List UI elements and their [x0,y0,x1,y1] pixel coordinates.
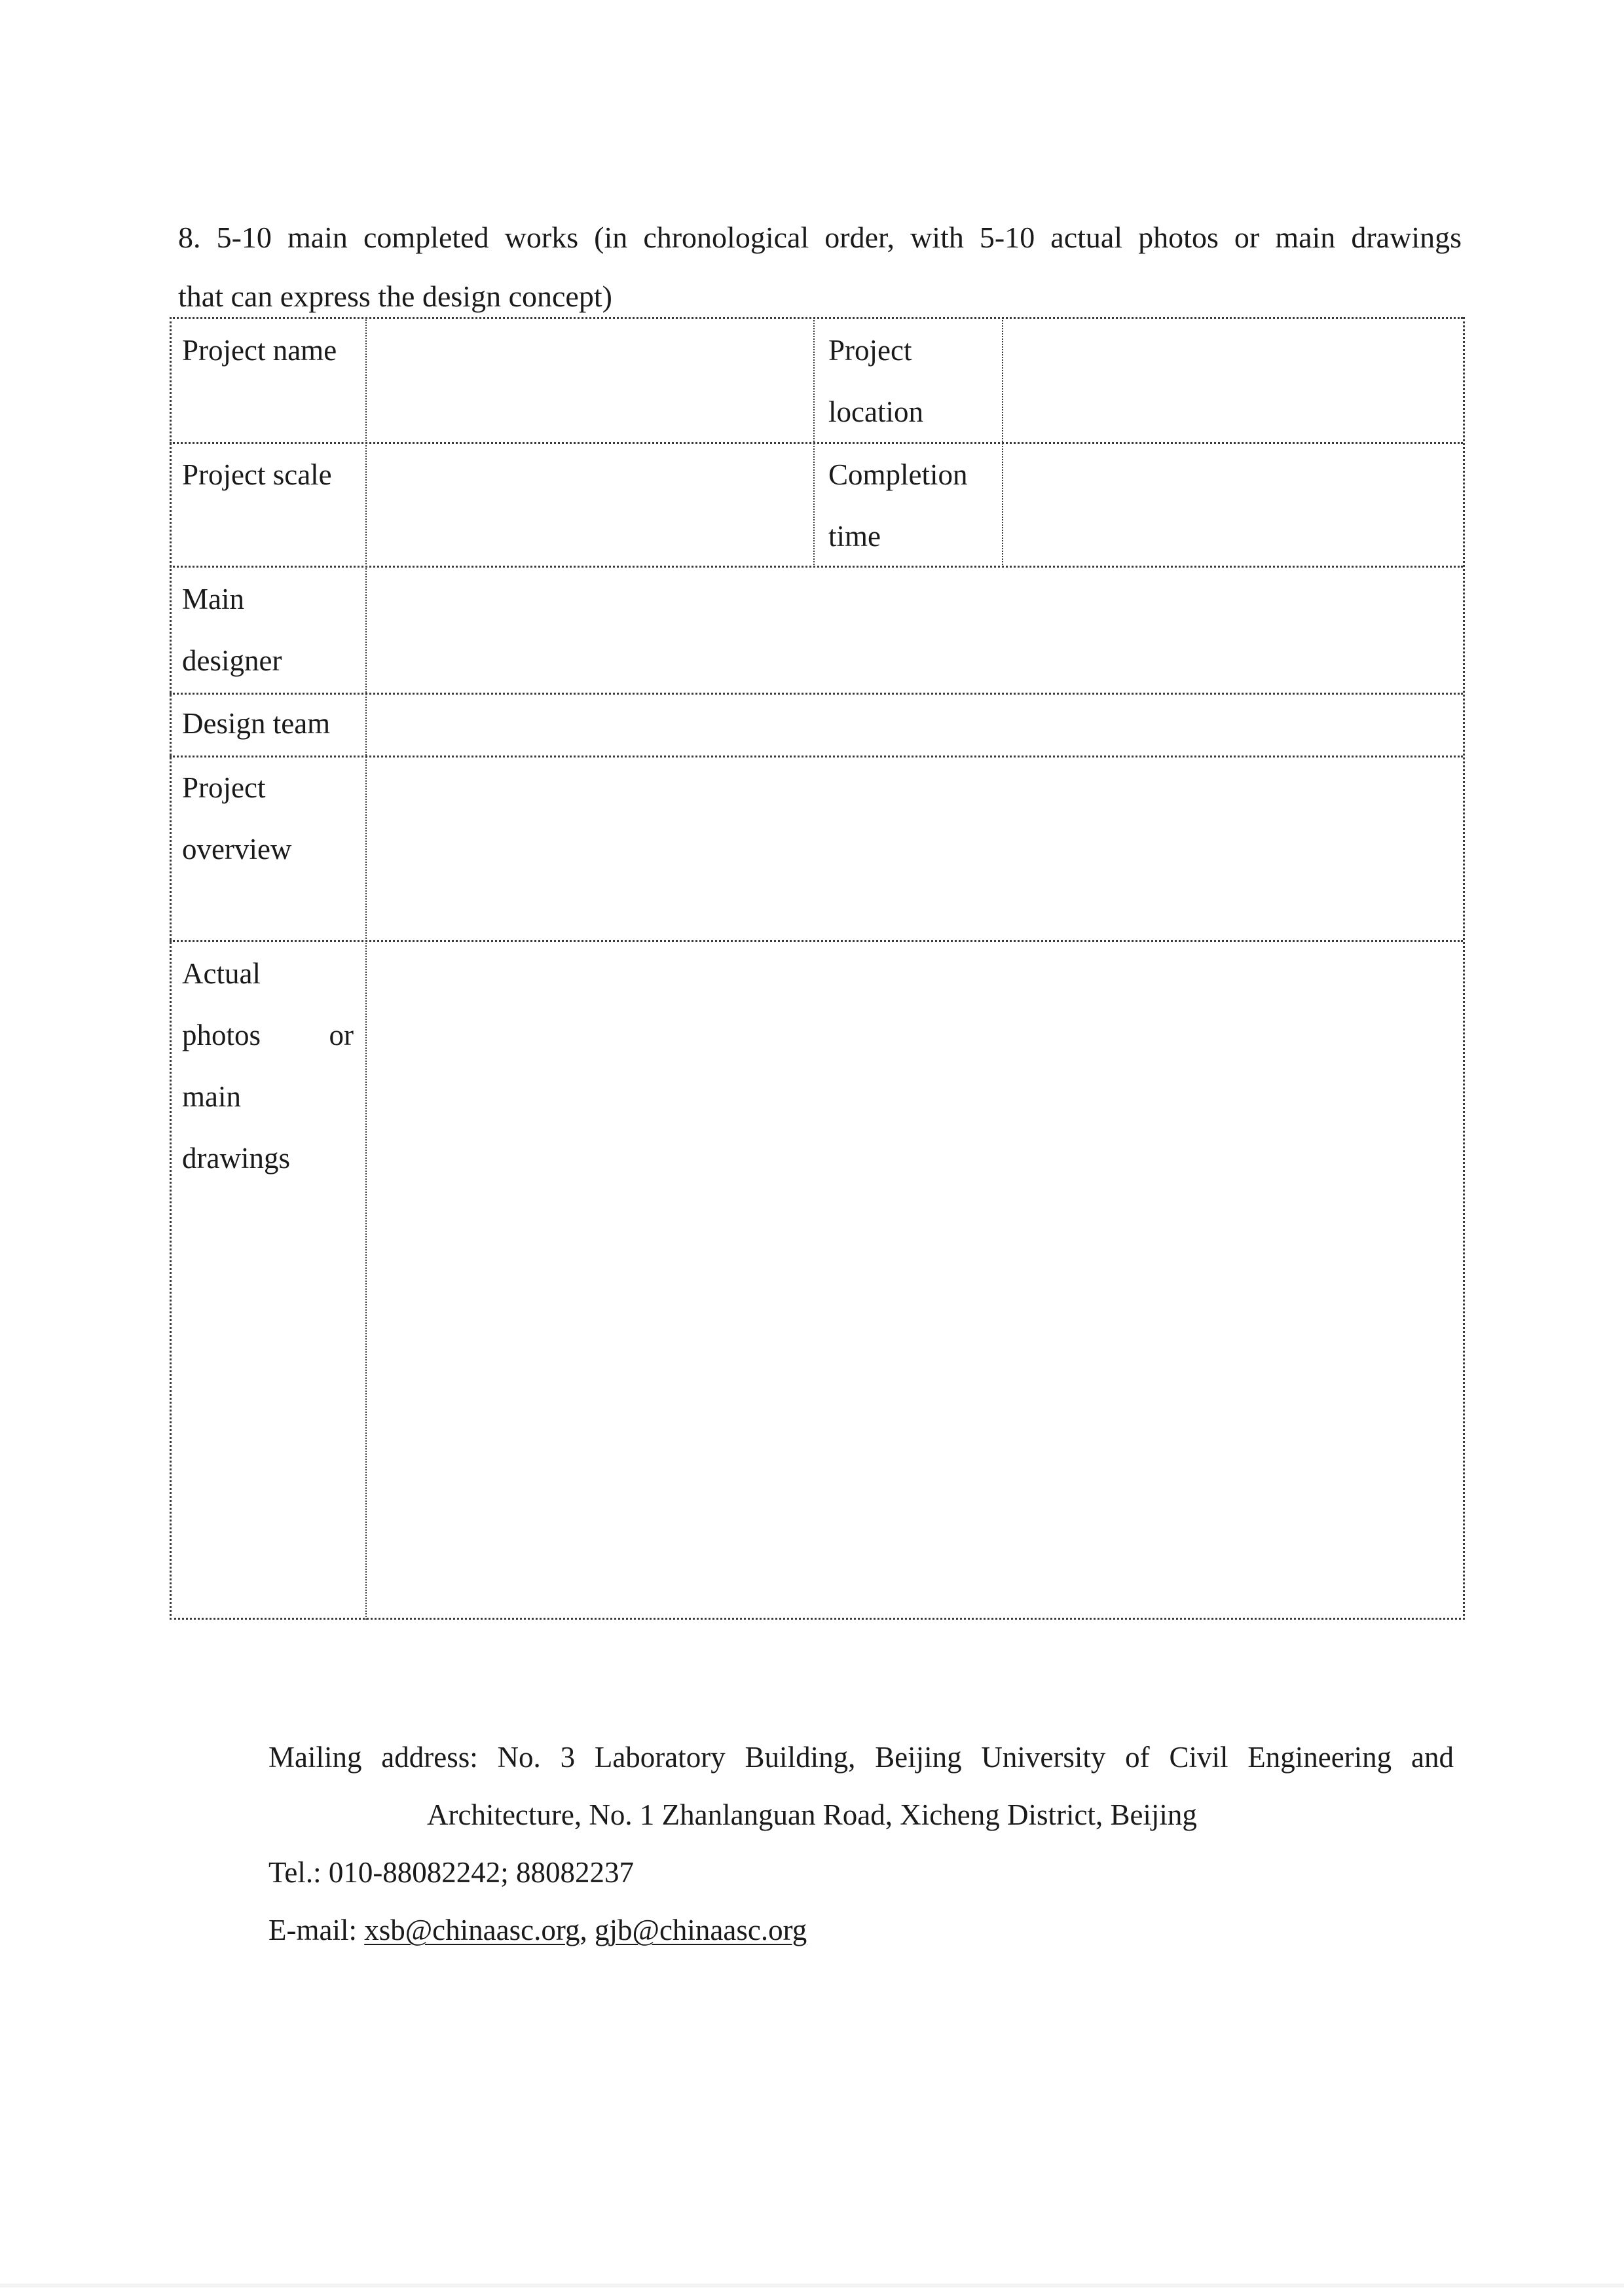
mailing-address-line-1 [268,1728,1454,1786]
table-border-top [170,317,1463,319]
label-actual-photos-word-or: or [329,1019,354,1051]
email-separator: , [580,1914,595,1946]
mailing-address-word: 3 [560,1741,576,1774]
mailing-address-line-2: Architecture, No. 1 Zhanlanguan Road, Xicheng District, Beijing [427,1798,1197,1831]
label-actual-photos-line-3: main [182,1080,241,1113]
table-row-divider [170,693,1463,695]
table-column-divider-right [1002,317,1003,568]
mailing-address-word: Civil [1169,1741,1228,1774]
label-actual-photos-line-1: Actual [182,957,261,990]
label-project-location-line-1: Project [828,334,912,367]
label-main-designer-line-2: designer [182,644,282,677]
section-heading-line-1: 8. 5-10 main completed works (in chronological order, with 5-10 actual photos or main drawings [178,221,1462,254]
label-project-location-line-2: location [828,395,923,428]
table-border-right [1463,317,1465,1620]
email-label: E-mail: [268,1914,365,1946]
label-project-scale-text: Project scale [182,458,332,491]
photos-drawings-area[interactable] [368,943,1462,1616]
email-link-xsb[interactable]: xsb@chinaasc.org [364,1914,580,1946]
label-project-location [828,319,923,443]
mailing-address-word: of [1125,1741,1150,1774]
label-completion-time [828,444,968,567]
label-actual-photos-word-photos: photos [182,1019,261,1051]
label-project-overview [182,757,291,880]
label-project-name [182,319,337,381]
label-design-team-text: Design team [182,707,331,740]
main-designer-field[interactable] [368,568,1462,691]
mailing-address-word: address: [381,1741,478,1774]
label-project-overview-line-2: overview [182,833,292,866]
mailing-address-word: Beijing [875,1741,962,1774]
table-border-bottom [170,1618,1465,1620]
project-location-field[interactable] [1005,319,1462,441]
mailing-address-word: University [981,1741,1106,1774]
label-project-overview-line-1: Project [182,771,266,804]
project-name-field[interactable] [368,319,812,441]
table-row-divider [170,756,1463,757]
label-actual-photos [182,943,354,1189]
label-main-designer-line-1: Main [182,583,244,615]
mailing-address-word: Laboratory [594,1741,726,1774]
project-overview-field[interactable] [368,758,1462,939]
label-project-name-text: Project name [182,334,337,367]
mailing-address-word: No. [497,1741,541,1774]
design-team-field[interactable] [368,695,1462,754]
table-row-divider [170,442,1463,444]
table-row-divider [170,566,1463,568]
table-column-divider-middle [813,317,815,568]
label-project-scale [182,444,332,505]
label-actual-photos-line-2 [182,1004,354,1066]
section-heading-line-2: that can express the design concept) [178,280,612,313]
email-line [268,1901,1454,1959]
label-main-designer [182,568,282,691]
label-actual-photos-line-4: drawings [182,1142,290,1175]
mailing-address-word: Building, [745,1741,856,1774]
scan-edge-artifact [0,2284,1624,2287]
label-design-team [182,693,330,754]
completion-time-field[interactable] [1005,445,1462,564]
mailing-address-word: Engineering [1247,1741,1392,1774]
contact-footer [268,1728,1454,1959]
email-link-gjb[interactable]: gjb@chinaasc.org [595,1914,807,1946]
mailing-address-word: Mailing [268,1741,362,1774]
project-scale-field[interactable] [368,445,812,564]
mailing-address-word: and [1411,1741,1454,1774]
table-row-divider [170,940,1463,942]
table-border-left [170,317,172,1620]
label-completion-time-line-1: Completion [828,458,968,491]
label-completion-time-line-2: time [828,520,881,553]
telephone: Tel.: 010-88082242; 88082237 [268,1856,635,1889]
table-column-divider-label [365,317,367,1620]
